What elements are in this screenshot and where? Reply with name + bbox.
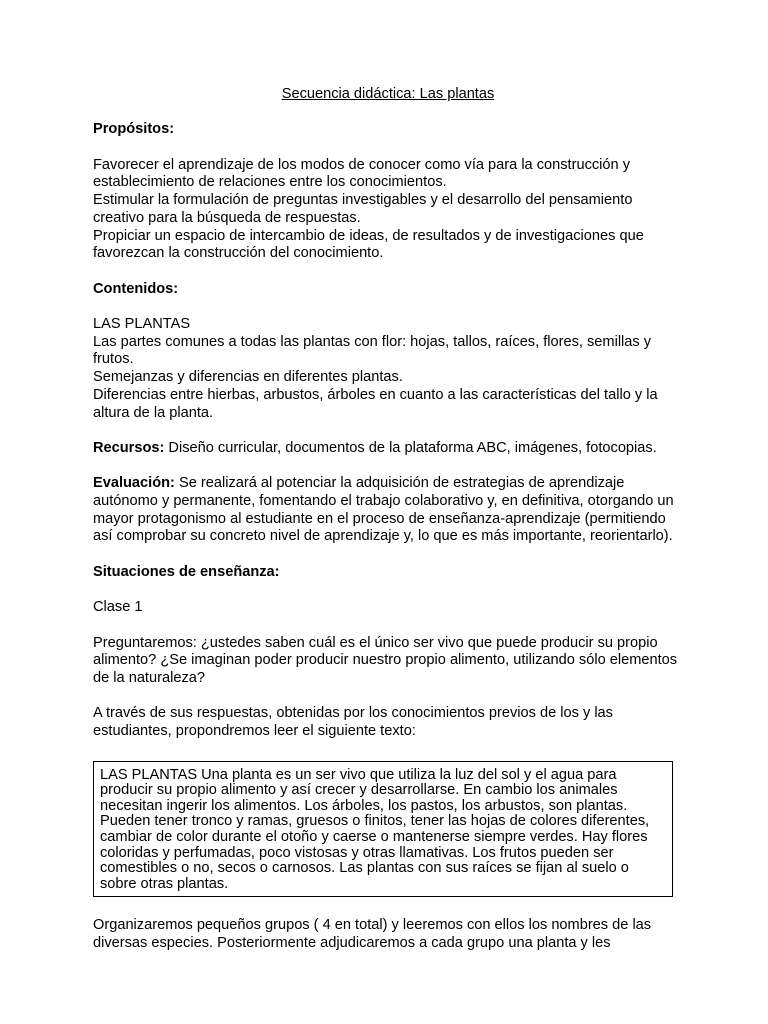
evaluacion-label: Evaluación: — [93, 475, 175, 492]
organizaremos-paragraph: Organizaremos pequeños grupos ( 4 en total) y leeremos con ellos los nombres de las diversas especies. Posteriormente adjudicaremos a cada grupo una planta y les — [93, 916, 652, 951]
spacer — [93, 899, 683, 917]
proposito-item: Propiciar un espacio de intercambio de ideas, de resultados y de investigaciones que favorezcan la construcción del conocimiento. — [93, 227, 644, 262]
clase-label: Clase 1 — [93, 599, 143, 616]
spacer — [93, 741, 683, 759]
spacer — [93, 104, 683, 122]
contenido-item: Semejanzas y diferencias en diferentes plantas. — [93, 369, 403, 386]
spacer — [93, 458, 683, 476]
situaciones-heading: Situaciones de enseñanza: — [93, 563, 280, 580]
spacer — [93, 582, 683, 600]
spacer — [93, 298, 683, 316]
pregunta-paragraph: Preguntaremos: ¿ustedes saben cuál es el único ser vivo que puede producir su propio alimento? ¿Se imaginan poder producir nuestro propio alimento, utilizando sólo elementos de la naturaleza? — [93, 634, 678, 687]
recursos-label: Recursos: — [93, 439, 165, 456]
spacer — [93, 617, 683, 635]
propositos-heading: Propósitos: — [93, 121, 175, 138]
boxed-reading-text: LAS PLANTAS Una planta es un ser vivo que utiliza la luz del sol y el agua para producir su propio alimento y así crecer y desarrollarse. En cambio los animales necesitan ingerir los alimentos. Los árboles, los pastos, los arbustos, son plantas. Pueden tener tronco y ramas, gruesos o finitos, tener las hojas de colores diferentes, cambiar de color durante el otoño y caerse o mantenerse siempre verdes. Hay flores coloridas y perfumadas, poco vistosas y otras llamativas. Los frutos pueden ser comestibles o no, secos o carnosos. Las plantas con sus raíces se fijan al suelo o sobre otras plantas. — [93, 761, 673, 898]
contenido-item: Las partes comunes a todas las plantas con flor: hojas, tallos, raíces, flores, semillas y frutos. — [93, 333, 652, 368]
contenidos-subheading: LAS PLANTAS — [93, 316, 191, 333]
intro-paragraph: A través de sus respuestas, obtenidas por los conocimientos previos de los y las estudiantes, propondremos leer el siguiente texto: — [93, 705, 613, 740]
spacer — [93, 263, 683, 281]
spacer — [93, 139, 683, 157]
contenido-item: Diferencias entre hierbas, arbustos, árboles en cuanto a las características del tallo y la altura de la planta. — [93, 386, 658, 421]
proposito-item: Estimular la formulación de preguntas investigables y el desarrollo del pensamiento creativo para la búsqueda de respuestas. — [93, 192, 633, 226]
proposito-item: Favorecer el aprendizaje de los modos de conocer como vía para la construcción y establecimiento de relaciones entre los conocimientos. — [93, 156, 631, 191]
spacer — [93, 688, 683, 706]
spacer — [93, 422, 683, 440]
spacer — [93, 546, 683, 564]
document-page — [93, 86, 683, 952]
evaluacion-paragraph — [93, 475, 683, 546]
recursos-text: Diseño curricular, documentos de la plataforma ABC, imágenes, fotocopias. — [164, 439, 657, 456]
document-title: Secuencia didáctica: Las plantas — [281, 86, 495, 102]
recursos-paragraph — [93, 440, 683, 458]
evaluacion-text: Se realizará al potenciar la adquisición de estrategias de aprendizaje autónomo y permanente, fomentando el trabajo colaborativo y, en definitiva, otorgando un mayor protagonismo al estudiante en el proceso de enseñanza-aprendizaje (permitiendo así comprobar su concreto nivel de aprendizaje y, lo que es más importante, reorientarlo). — [93, 475, 674, 545]
contenidos-heading: Contenidos: — [93, 280, 179, 297]
